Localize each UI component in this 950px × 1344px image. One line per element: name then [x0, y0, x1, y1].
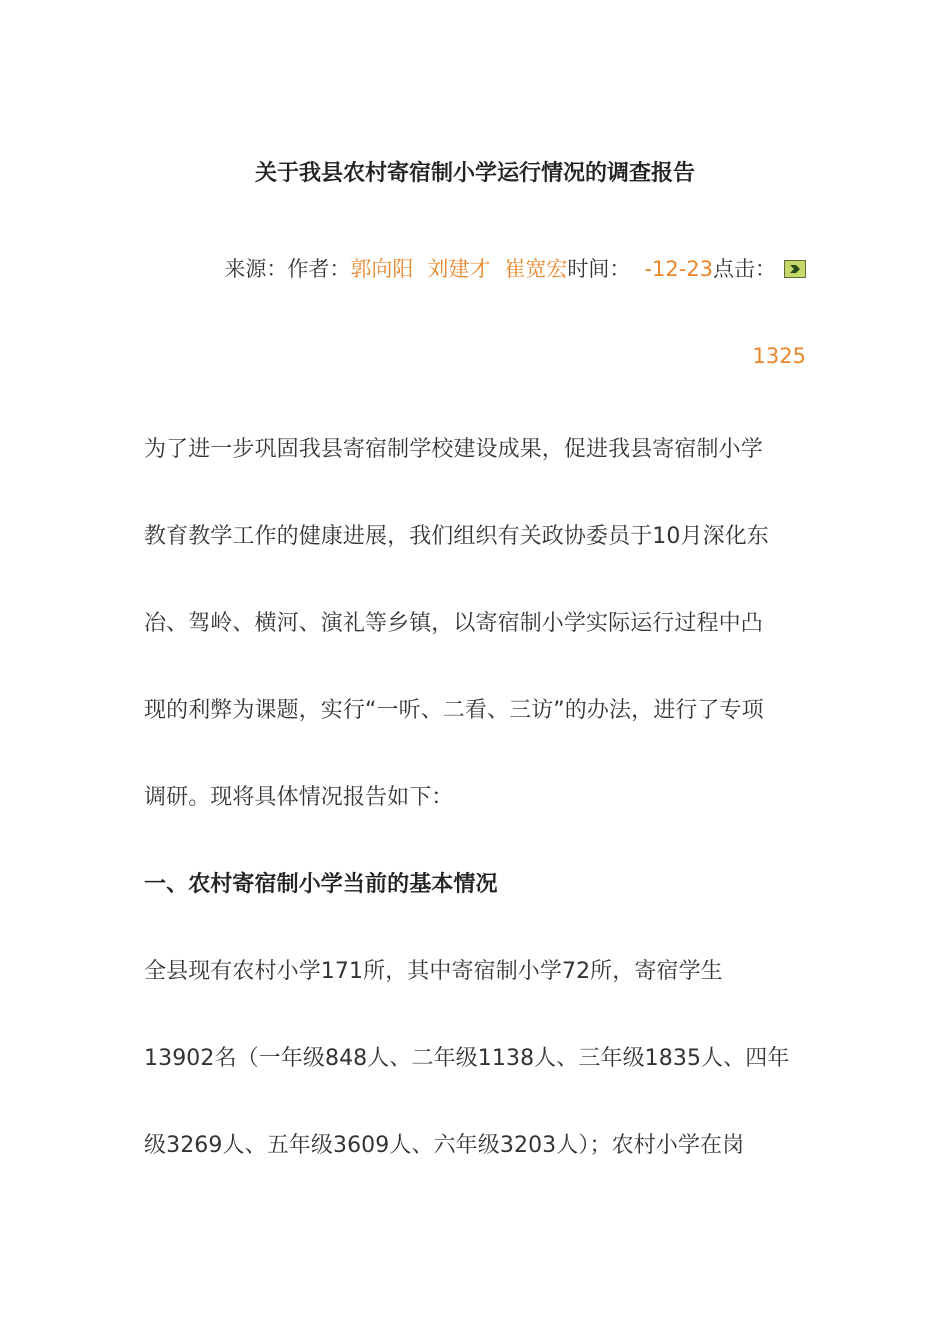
author-link[interactable]: 刘建才	[427, 257, 491, 281]
author-link[interactable]: 郭向阳	[350, 257, 414, 281]
author-link[interactable]: 崔宽宏	[504, 257, 568, 281]
page-title: 关于我县农村寄宿制小学运行情况的调查报告	[254, 161, 695, 186]
paragraph-line: 冶、驾岭、横河、演礼等乡镇，以寄宿制小学实际运行过程中凸	[144, 611, 763, 636]
publish-date: -12-23	[644, 257, 713, 281]
click-count-icon	[784, 260, 806, 278]
paragraph-line: 级3269人、五年级3609人、六年级3203人）；农村小学在岗	[144, 1133, 745, 1158]
paragraph-line: 13902名（一年级848人、二年级1138人、三年级1835人、四年	[144, 1046, 790, 1071]
paragraph-line: 为了进一步巩固我县寄宿制学校建设成果，促进我县寄宿制小学	[144, 437, 763, 462]
click-count: 1325	[752, 344, 806, 368]
section-heading: 一、农村寄宿制小学当前的基本情况	[144, 872, 498, 897]
article-body	[144, 433, 812, 1216]
article-meta	[144, 252, 806, 286]
paragraph-line: 全县现有农村小学171所，其中寄宿制小学72所，寄宿学生	[144, 959, 723, 984]
author-label: 作者：	[287, 257, 351, 281]
click-label: 点击：	[713, 257, 776, 281]
paragraph-line: 调研。现将具体情况报告如下：	[144, 785, 454, 810]
time-label: 时间：	[567, 257, 631, 281]
paragraph-line: 教育教学工作的健康进展，我们组织有关政协委员于10月深化东	[144, 524, 769, 549]
paragraph-line: 现的利弊为课题，实行“一听、二看、三访”的办法，进行了专项	[144, 698, 764, 723]
source-label: 来源：	[224, 257, 288, 281]
